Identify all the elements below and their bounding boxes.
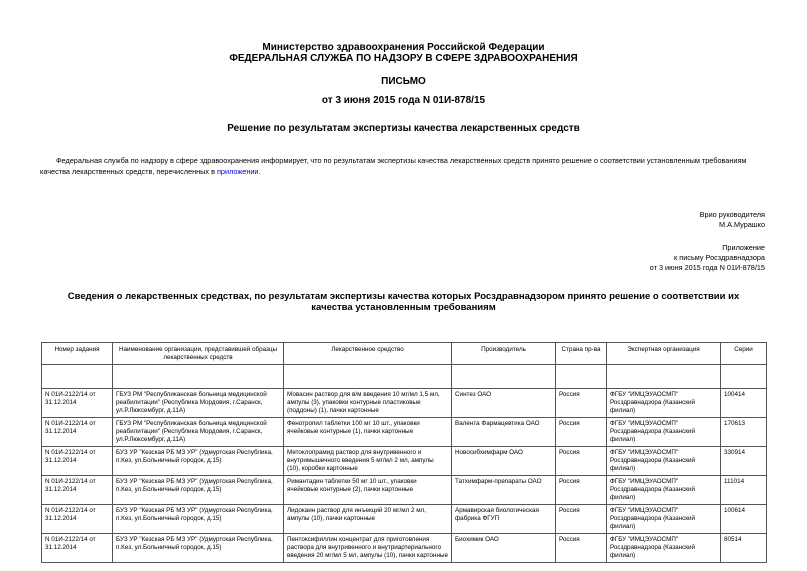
cell-organization: БУЗ УР "Кезская РБ МЗ УР" (Удмуртская Республика, п.Кез, ул.Больничный городок, д.15) — [113, 534, 284, 563]
table-row — [42, 418, 767, 447]
cell-organization: ГБУЗ РМ "Республиканская больница медицинской реабилитации" (Республика Мордовия, г.Саранск, ул.Р.Люксембург, д.11А) — [113, 389, 284, 418]
header-expert-organization: Экспертная организация — [607, 343, 721, 365]
cell-medicine: Мовасин раствор для в/м введения 10 мг/мл 1,5 мл, ампулы (3), упаковки контурные пластиковые (поддоны) (1), пачки картонные — [284, 389, 452, 418]
cell-task-number: N 01И-2122/14 от 31.12.2014 — [42, 389, 113, 418]
appendix-date: от 3 июня 2015 года N 01И-878/15 — [649, 263, 765, 272]
header-country: Страна пр-ва — [556, 343, 607, 365]
cell-task-number: N 01И-2122/14 от 31.12.2014 — [42, 418, 113, 447]
cell-task-number: N 01И-2122/14 от 31.12.2014 — [42, 476, 113, 505]
cell-organization: БУЗ УР "Кезская РБ МЗ УР" (Удмуртская Республика, п.Кез, ул.Больничный городок, д.15) — [113, 505, 284, 534]
cell-medicine: Метоклопрамид раствор для внутривенного и внутримышечного введения 5 мг/мл 2 мл, ампулы (10), коробки картонные — [284, 447, 452, 476]
appendix-reference: к письму Росздравнадзора — [674, 253, 765, 262]
document-subject: Решение по результатам экспертизы качества лекарственных средств — [227, 123, 580, 134]
cell-series: 100414 — [721, 389, 767, 418]
cell-expert-organization: ФГБУ "ИМЦЭУАОСМП" Росздравнадзора (Казанский филиал) — [607, 505, 721, 534]
appendix-link[interactable]: приложении — [216, 167, 259, 176]
cell-medicine: Лидокаин раствор для инъекций 20 мг/мл 2 мл, ампулы (10), пачки картонные — [284, 505, 452, 534]
cell-medicine: Римантадин таблетки 50 мг 10 шт., упаковки ячейковые контурные (2), пачки картонные — [284, 476, 452, 505]
cell-series: 100614 — [721, 505, 767, 534]
cell-country: Россия — [556, 534, 607, 563]
service-name: ФЕДЕРАЛЬНАЯ СЛУЖБА ПО НАДЗОРУ В СФЕРЕ ЗДРАВООХРАНЕНИЯ — [229, 53, 578, 64]
cell-manufacturer: Синтез ОАО — [452, 389, 556, 418]
cell-manufacturer: Татхимфарм-препараты ОАО — [452, 476, 556, 505]
cell-country: Россия — [556, 505, 607, 534]
medicines-table — [41, 342, 767, 563]
document-type: ПИСЬМО — [381, 76, 426, 87]
cell-manufacturer: Армавирская биологическая фабрика ФГУП — [452, 505, 556, 534]
cell-country: Россия — [556, 418, 607, 447]
table-header-row — [42, 343, 767, 365]
cell-country: Россия — [556, 476, 607, 505]
table-row — [42, 447, 767, 476]
cell-expert-organization: ФГБУ "ИМЦЭУАОСМП" Росздравнадзора (Казанский филиал) — [607, 476, 721, 505]
table-row — [42, 534, 767, 563]
cell-series: 111014 — [721, 476, 767, 505]
intro-paragraph — [40, 155, 762, 177]
header-manufacturer: Производитель — [452, 343, 556, 365]
cell-task-number: N 01И-2122/14 от 31.12.2014 — [42, 505, 113, 534]
document-date-number: от 3 июня 2015 года N 01И-878/15 — [321, 95, 486, 106]
header-series: Серии — [721, 343, 767, 365]
cell-organization: ГБУЗ РМ "Республиканская больница медицинской реабилитации" (Республика Мордовия, г.Саранск, ул.Р.Люксембург, д.11А) — [113, 418, 284, 447]
header-task-number: Номер задания — [42, 343, 113, 365]
cell-expert-organization: ФГБУ "ИМЦЭУАОСМП" Росздравнадзора (Казанский филиал) — [607, 534, 721, 563]
cell-expert-organization: ФГБУ "ИМЦЭУАОСМП" Росздравнадзора (Казанский филиал) — [607, 389, 721, 418]
table-spacer-row — [42, 365, 767, 389]
cell-manufacturer: Биохимик ОАО — [452, 534, 556, 563]
cell-organization: БУЗ УР "Кезская РБ МЗ УР" (Удмуртская Республика, п.Кез, ул.Больничный городок, д.15) — [113, 447, 284, 476]
intro-tail: . — [258, 167, 261, 176]
intro-text: Федеральная служба по надзору в сфере здравоохранения информирует, что по результатам экспертизы качества лекарственных средств принято решение о соответствии установленным требованиям качества лекарственных средств, перечисленных в — [40, 156, 747, 176]
cell-series: 170613 — [721, 418, 767, 447]
cell-medicine: Пентоксифиллин концентрат для приготовления раствора для внутривенного и внутриартериального введения 20 мг/мл 5 мл, ампулы (10), пачки картонные — [284, 534, 452, 563]
section-title: Сведения о лекарственных средствах, по результатам экспертизы качества которых Росздравнадзором принято решение о соответствии их качества установленным требованиям — [67, 291, 740, 313]
signature-name: М.А.Мурашко — [718, 220, 765, 229]
cell-expert-organization: ФГБУ "ИМЦЭУАОСМП" Росздравнадзора (Казанский филиал) — [607, 447, 721, 476]
cell-manufacturer: Валента Фармацевтика ОАО — [452, 418, 556, 447]
header-organization: Наименование организации, представившей образцы лекарственных средств — [113, 343, 284, 365]
header-medicine: Лекарственное средство — [284, 343, 452, 365]
cell-country: Россия — [556, 447, 607, 476]
table-row — [42, 505, 767, 534]
cell-expert-organization: ФГБУ "ИМЦЭУАОСМП" Росздравнадзора (Казанский филиал) — [607, 418, 721, 447]
table-row — [42, 389, 767, 418]
cell-country: Россия — [556, 389, 607, 418]
table-row — [42, 476, 767, 505]
appendix-label: Приложение — [722, 243, 765, 252]
cell-task-number: N 01И-2122/14 от 31.12.2014 — [42, 534, 113, 563]
cell-series: 330914 — [721, 447, 767, 476]
cell-series: 80514 — [721, 534, 767, 563]
cell-task-number: N 01И-2122/14 от 31.12.2014 — [42, 447, 113, 476]
ministry-name: Министерство здравоохранения Российской Федерации — [262, 42, 545, 53]
cell-organization: БУЗ УР "Кезская РБ МЗ УР" (Удмуртская Республика, п.Кез, ул.Больничный городок, д.15) — [113, 476, 284, 505]
cell-medicine: Фенотропил таблетки 100 мг 10 шт., упаковки ячейковые контурные (1), пачки картонные — [284, 418, 452, 447]
cell-manufacturer: Новосибхимфарм ОАО — [452, 447, 556, 476]
signature-position: Врио руководителя — [699, 210, 765, 219]
